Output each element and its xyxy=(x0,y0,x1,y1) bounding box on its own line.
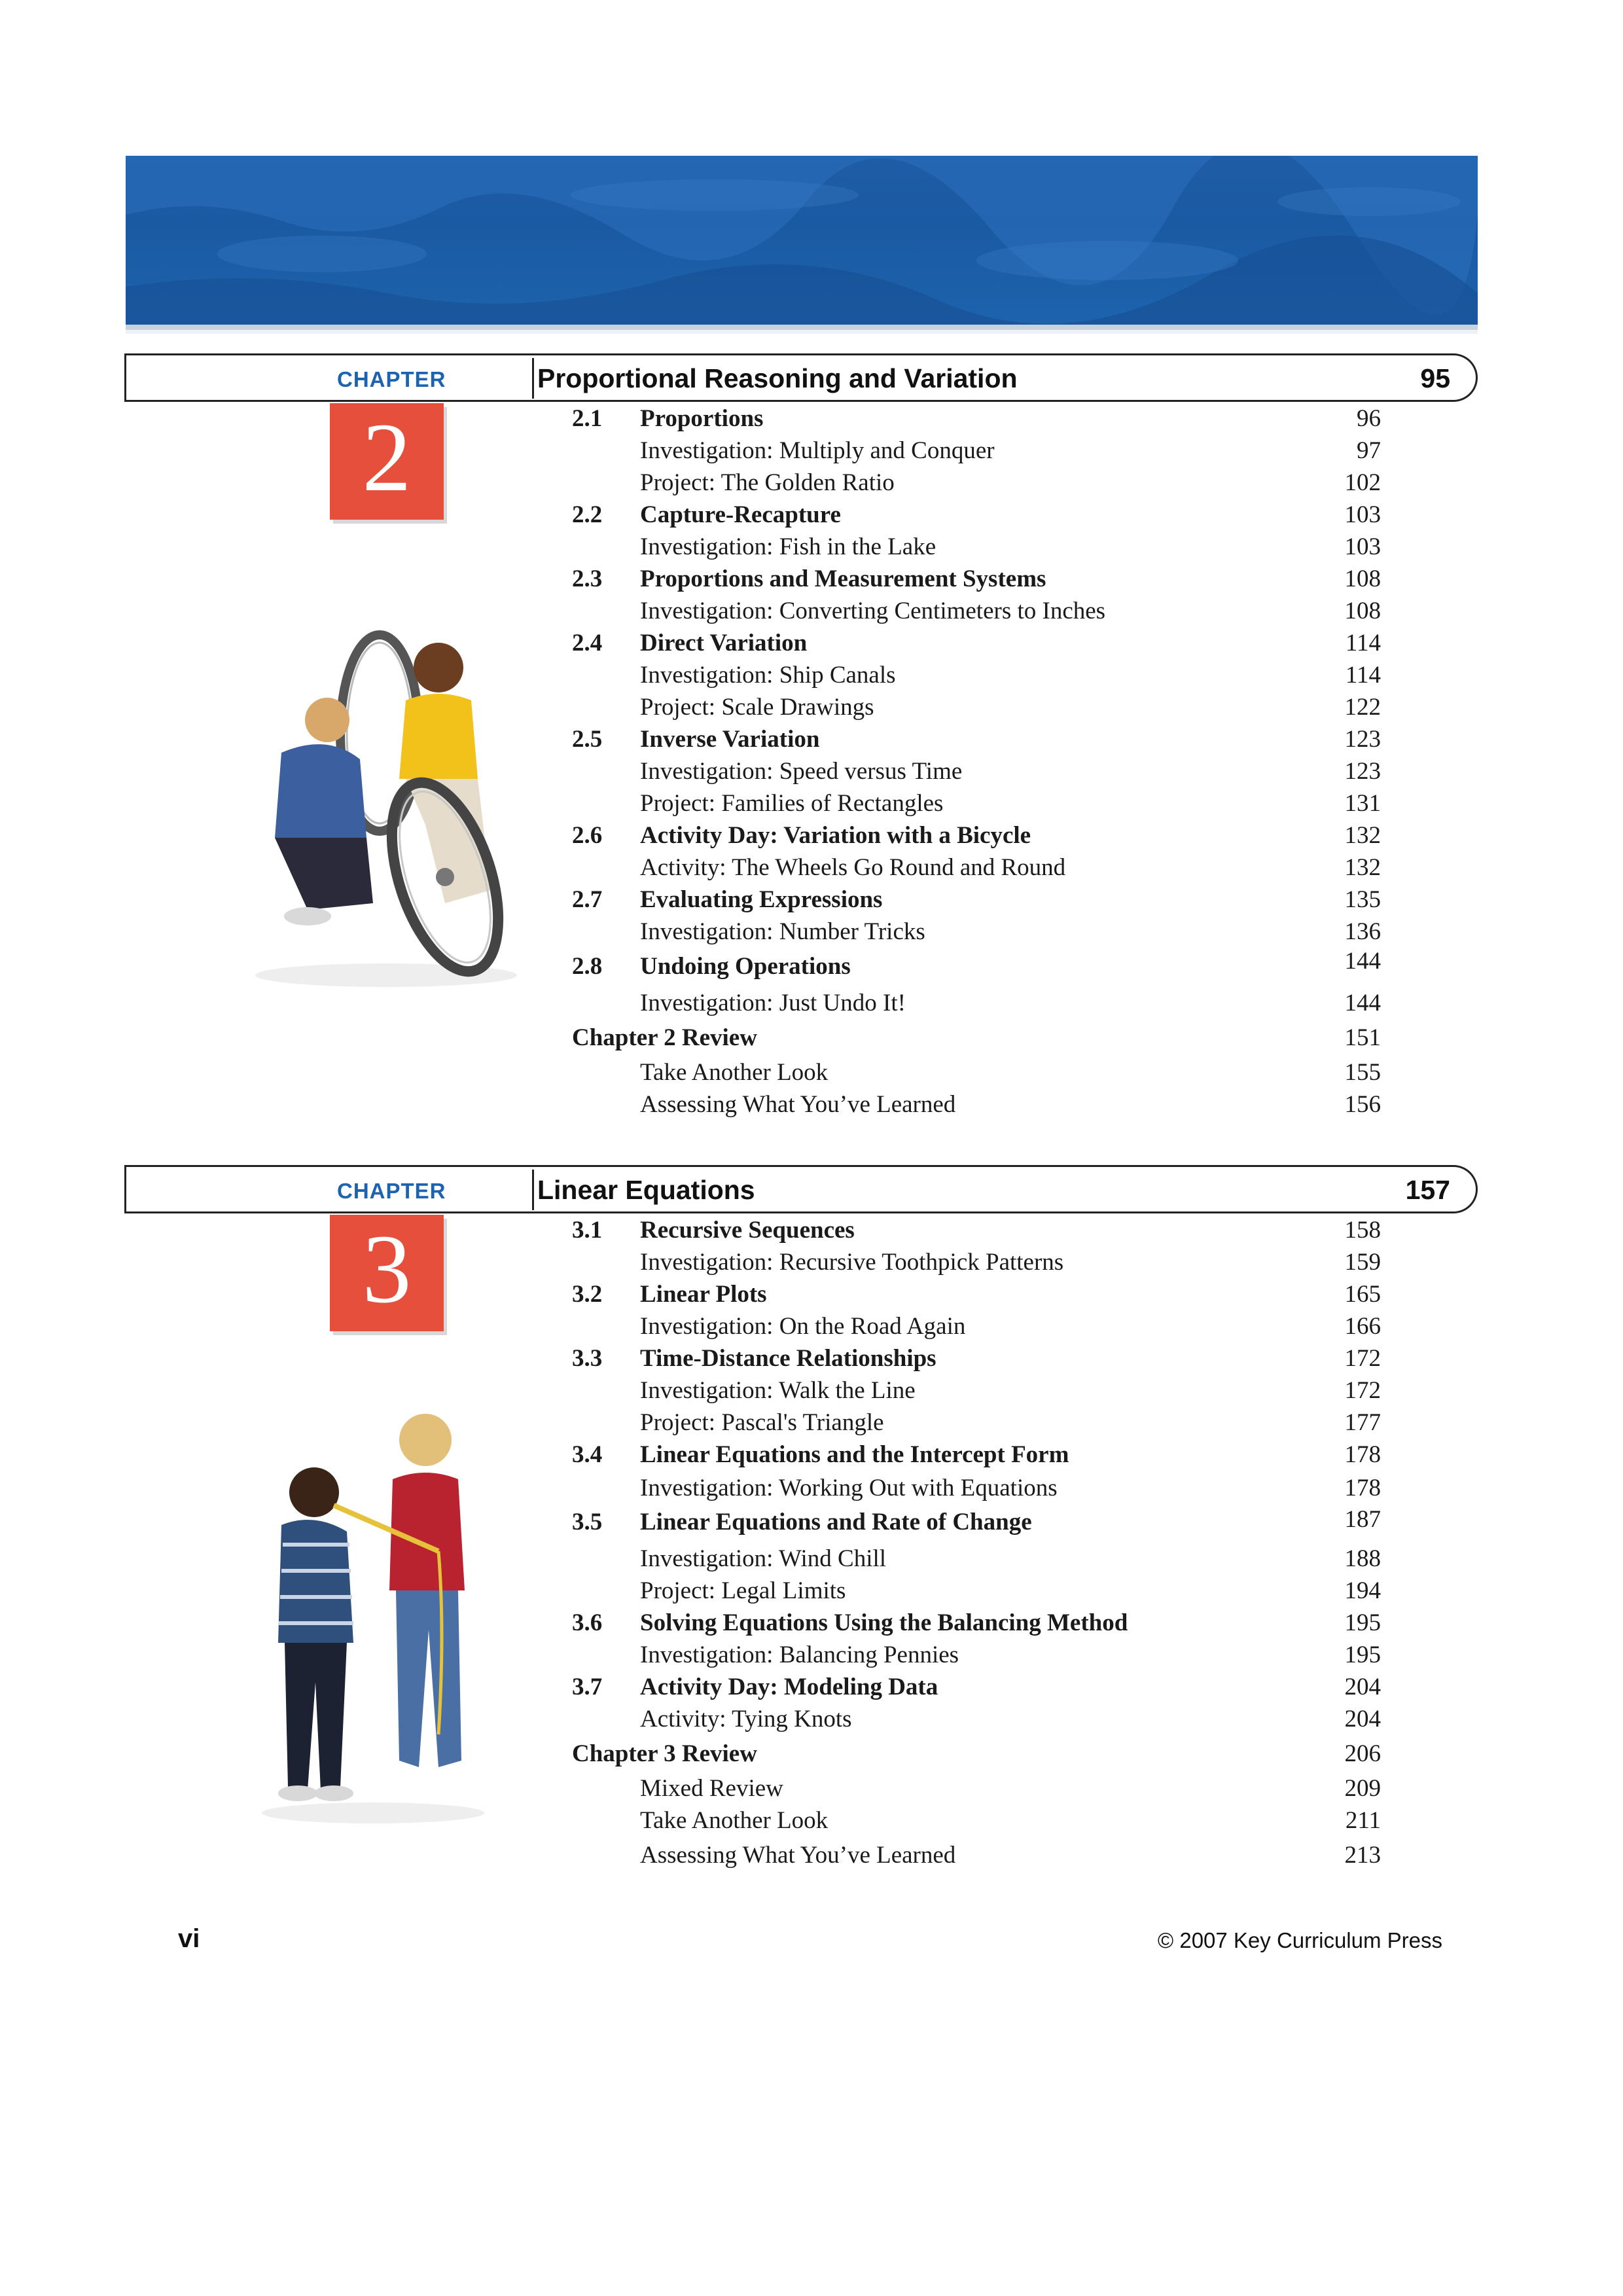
entry-title: Investigation: On the Road Again xyxy=(640,1313,966,1340)
entry-title: Investigation: Speed versus Time xyxy=(640,758,963,785)
entry-page: 206 xyxy=(1344,1740,1381,1767)
entry-page: 103 xyxy=(1344,501,1381,528)
entry-page: 136 xyxy=(1344,918,1381,945)
section-number: 3.6 xyxy=(572,1609,603,1636)
entry-page: 96 xyxy=(1357,405,1381,432)
entry-title: Linear Equations and the Intercept Form xyxy=(640,1441,1069,1468)
entry-page: 102 xyxy=(1344,469,1381,496)
entry-page: 144 xyxy=(1344,990,1381,1016)
entry-title: Chapter 3 Review xyxy=(572,1740,757,1767)
entry-title: Capture-Recapture xyxy=(640,501,841,528)
entry-title: Investigation: Wind Chill xyxy=(640,1545,887,1572)
entry-title: Time-Distance Relationships xyxy=(640,1345,936,1372)
entry-page: 187 xyxy=(1344,1506,1381,1533)
entry-page: 165 xyxy=(1344,1281,1381,1308)
chapter-2-title[interactable]: Proportional Reasoning and Variation xyxy=(537,363,1018,393)
section-number: 2.8 xyxy=(572,953,603,980)
section-number: 3.5 xyxy=(572,1509,603,1535)
entry-page: 213 xyxy=(1344,1842,1381,1869)
entry-title: Investigation: Working Out with Equations xyxy=(640,1475,1058,1501)
entry-page: 204 xyxy=(1344,1706,1381,1732)
entry-title: Inverse Variation xyxy=(640,726,820,753)
section-number: 3.4 xyxy=(572,1441,603,1468)
chapter-2-header xyxy=(124,353,1453,402)
entry-page: 132 xyxy=(1344,822,1381,849)
entry-page: 114 xyxy=(1345,630,1381,656)
chapter-2-divider xyxy=(532,358,534,399)
entry-page: 122 xyxy=(1344,694,1381,721)
entry-title: Assessing What You’ve Learned xyxy=(640,1842,956,1869)
entry-page: 172 xyxy=(1344,1345,1381,1372)
entry-page: 123 xyxy=(1344,726,1381,753)
chapter-3-number-badge xyxy=(330,1215,444,1331)
entry-title: Activity Day: Modeling Data xyxy=(640,1674,938,1700)
entry-title: Project: Legal Limits xyxy=(640,1577,846,1604)
entry-page: 204 xyxy=(1344,1674,1381,1700)
chapter-2-page: 95 xyxy=(1420,363,1450,393)
entry-title: Investigation: Recursive Toothpick Patterns xyxy=(640,1249,1064,1276)
entry-title: Mixed Review xyxy=(640,1775,783,1802)
banner-texture xyxy=(126,156,1478,325)
section-number: 3.3 xyxy=(572,1345,603,1372)
chapter-2-number: 2 xyxy=(362,403,412,512)
entry-title: Proportions xyxy=(640,405,764,432)
section-number: 2.6 xyxy=(572,822,603,849)
entry-page: 132 xyxy=(1344,854,1381,881)
chapter-3-header xyxy=(124,1165,1453,1213)
entry-page: 195 xyxy=(1344,1641,1381,1668)
entry-title: Investigation: Multiply and Conquer xyxy=(640,437,995,464)
entry-page: 194 xyxy=(1344,1577,1381,1604)
section-number: 3.2 xyxy=(572,1281,603,1308)
entry-page: 108 xyxy=(1344,598,1381,624)
entry-title: Chapter 2 Review xyxy=(572,1024,757,1051)
entry-page: 156 xyxy=(1344,1091,1381,1118)
entry-title: Investigation: Ship Canals xyxy=(640,662,896,689)
entry-title: Investigation: Just Undo It! xyxy=(640,990,906,1016)
bicycle-photo-illustration xyxy=(229,628,543,995)
copyright-notice: © 2007 Key Curriculum Press xyxy=(1157,1928,1442,1952)
entry-title: Proportions and Measurement Systems xyxy=(640,565,1046,592)
entry-title: Activity: The Wheels Go Round and Round xyxy=(640,854,1066,881)
entry-page: 178 xyxy=(1344,1441,1381,1468)
entry-title: Activity Day: Variation with a Bicycle xyxy=(640,822,1031,849)
entry-page: 159 xyxy=(1344,1249,1381,1276)
entry-title: Project: The Golden Ratio xyxy=(640,469,895,496)
entry-title: Assessing What You’ve Learned xyxy=(640,1091,956,1118)
entry-title: Investigation: Walk the Line xyxy=(640,1377,916,1404)
entry-title: Project: Families of Rectangles xyxy=(640,790,944,817)
entry-page: 209 xyxy=(1344,1775,1381,1802)
entry-page: 211 xyxy=(1345,1807,1381,1834)
section-number: 3.1 xyxy=(572,1217,603,1244)
entry-title: Investigation: Converting Centimeters to Inches xyxy=(640,598,1106,624)
section-number: 2.3 xyxy=(572,565,603,592)
entry-page: 158 xyxy=(1344,1217,1381,1244)
chapter-3-page: 157 xyxy=(1405,1175,1450,1205)
entry-title: Solving Equations Using the Balancing Method xyxy=(640,1609,1128,1636)
entry-page: 172 xyxy=(1344,1377,1381,1404)
entry-page: 188 xyxy=(1344,1545,1381,1572)
entry-page: 166 xyxy=(1344,1313,1381,1340)
entry-title: Investigation: Number Tricks xyxy=(640,918,925,945)
entry-title: Linear Plots xyxy=(640,1281,767,1308)
entry-page: 151 xyxy=(1344,1024,1381,1051)
chapter-3-label: CHAPTER xyxy=(337,1179,446,1203)
entry-title: Investigation: Fish in the Lake xyxy=(640,533,936,560)
section-number: 2.1 xyxy=(572,405,603,432)
entry-title: Investigation: Balancing Pennies xyxy=(640,1641,959,1668)
entry-page: 131 xyxy=(1344,790,1381,817)
entry-page: 144 xyxy=(1344,948,1381,975)
entry-title: Activity: Tying Knots xyxy=(640,1706,852,1732)
entry-title: Take Another Look xyxy=(640,1807,829,1834)
entry-page: 155 xyxy=(1344,1059,1381,1086)
entry-page: 177 xyxy=(1344,1409,1381,1436)
header-banner xyxy=(126,156,1478,325)
entry-title: Linear Equations and Rate of Change xyxy=(640,1509,1032,1535)
entry-page: 97 xyxy=(1357,437,1381,464)
section-number: 2.2 xyxy=(572,501,603,528)
entry-page: 195 xyxy=(1344,1609,1381,1636)
page-number: vi xyxy=(178,1924,200,1953)
measuring-photo-illustration xyxy=(242,1394,530,1826)
entry-title: Evaluating Expressions xyxy=(640,886,883,913)
entry-page: 103 xyxy=(1344,533,1381,560)
chapter-3-title[interactable]: Linear Equations xyxy=(537,1175,755,1205)
entry-title: Recursive Sequences xyxy=(640,1217,855,1244)
entry-page: 114 xyxy=(1345,662,1381,689)
chapter-3-divider xyxy=(532,1170,534,1210)
entry-page: 108 xyxy=(1344,565,1381,592)
section-number: 2.7 xyxy=(572,886,603,913)
entry-title: Take Another Look xyxy=(640,1059,829,1086)
entry-page: 123 xyxy=(1344,758,1381,785)
chapter-2-number-badge xyxy=(330,403,444,520)
section-number: 2.5 xyxy=(572,726,603,753)
entry-title: Direct Variation xyxy=(640,630,808,656)
chapter-3-number: 3 xyxy=(362,1215,412,1323)
chapter-2-label: CHAPTER xyxy=(337,367,446,391)
entry-page: 135 xyxy=(1344,886,1381,913)
entry-title: Project: Scale Drawings xyxy=(640,694,874,721)
entry-title: Project: Pascal's Triangle xyxy=(640,1409,884,1436)
section-number: 3.7 xyxy=(572,1674,603,1700)
entry-title: Undoing Operations xyxy=(640,953,851,980)
section-number: 2.4 xyxy=(572,630,603,656)
entry-page: 178 xyxy=(1344,1475,1381,1501)
